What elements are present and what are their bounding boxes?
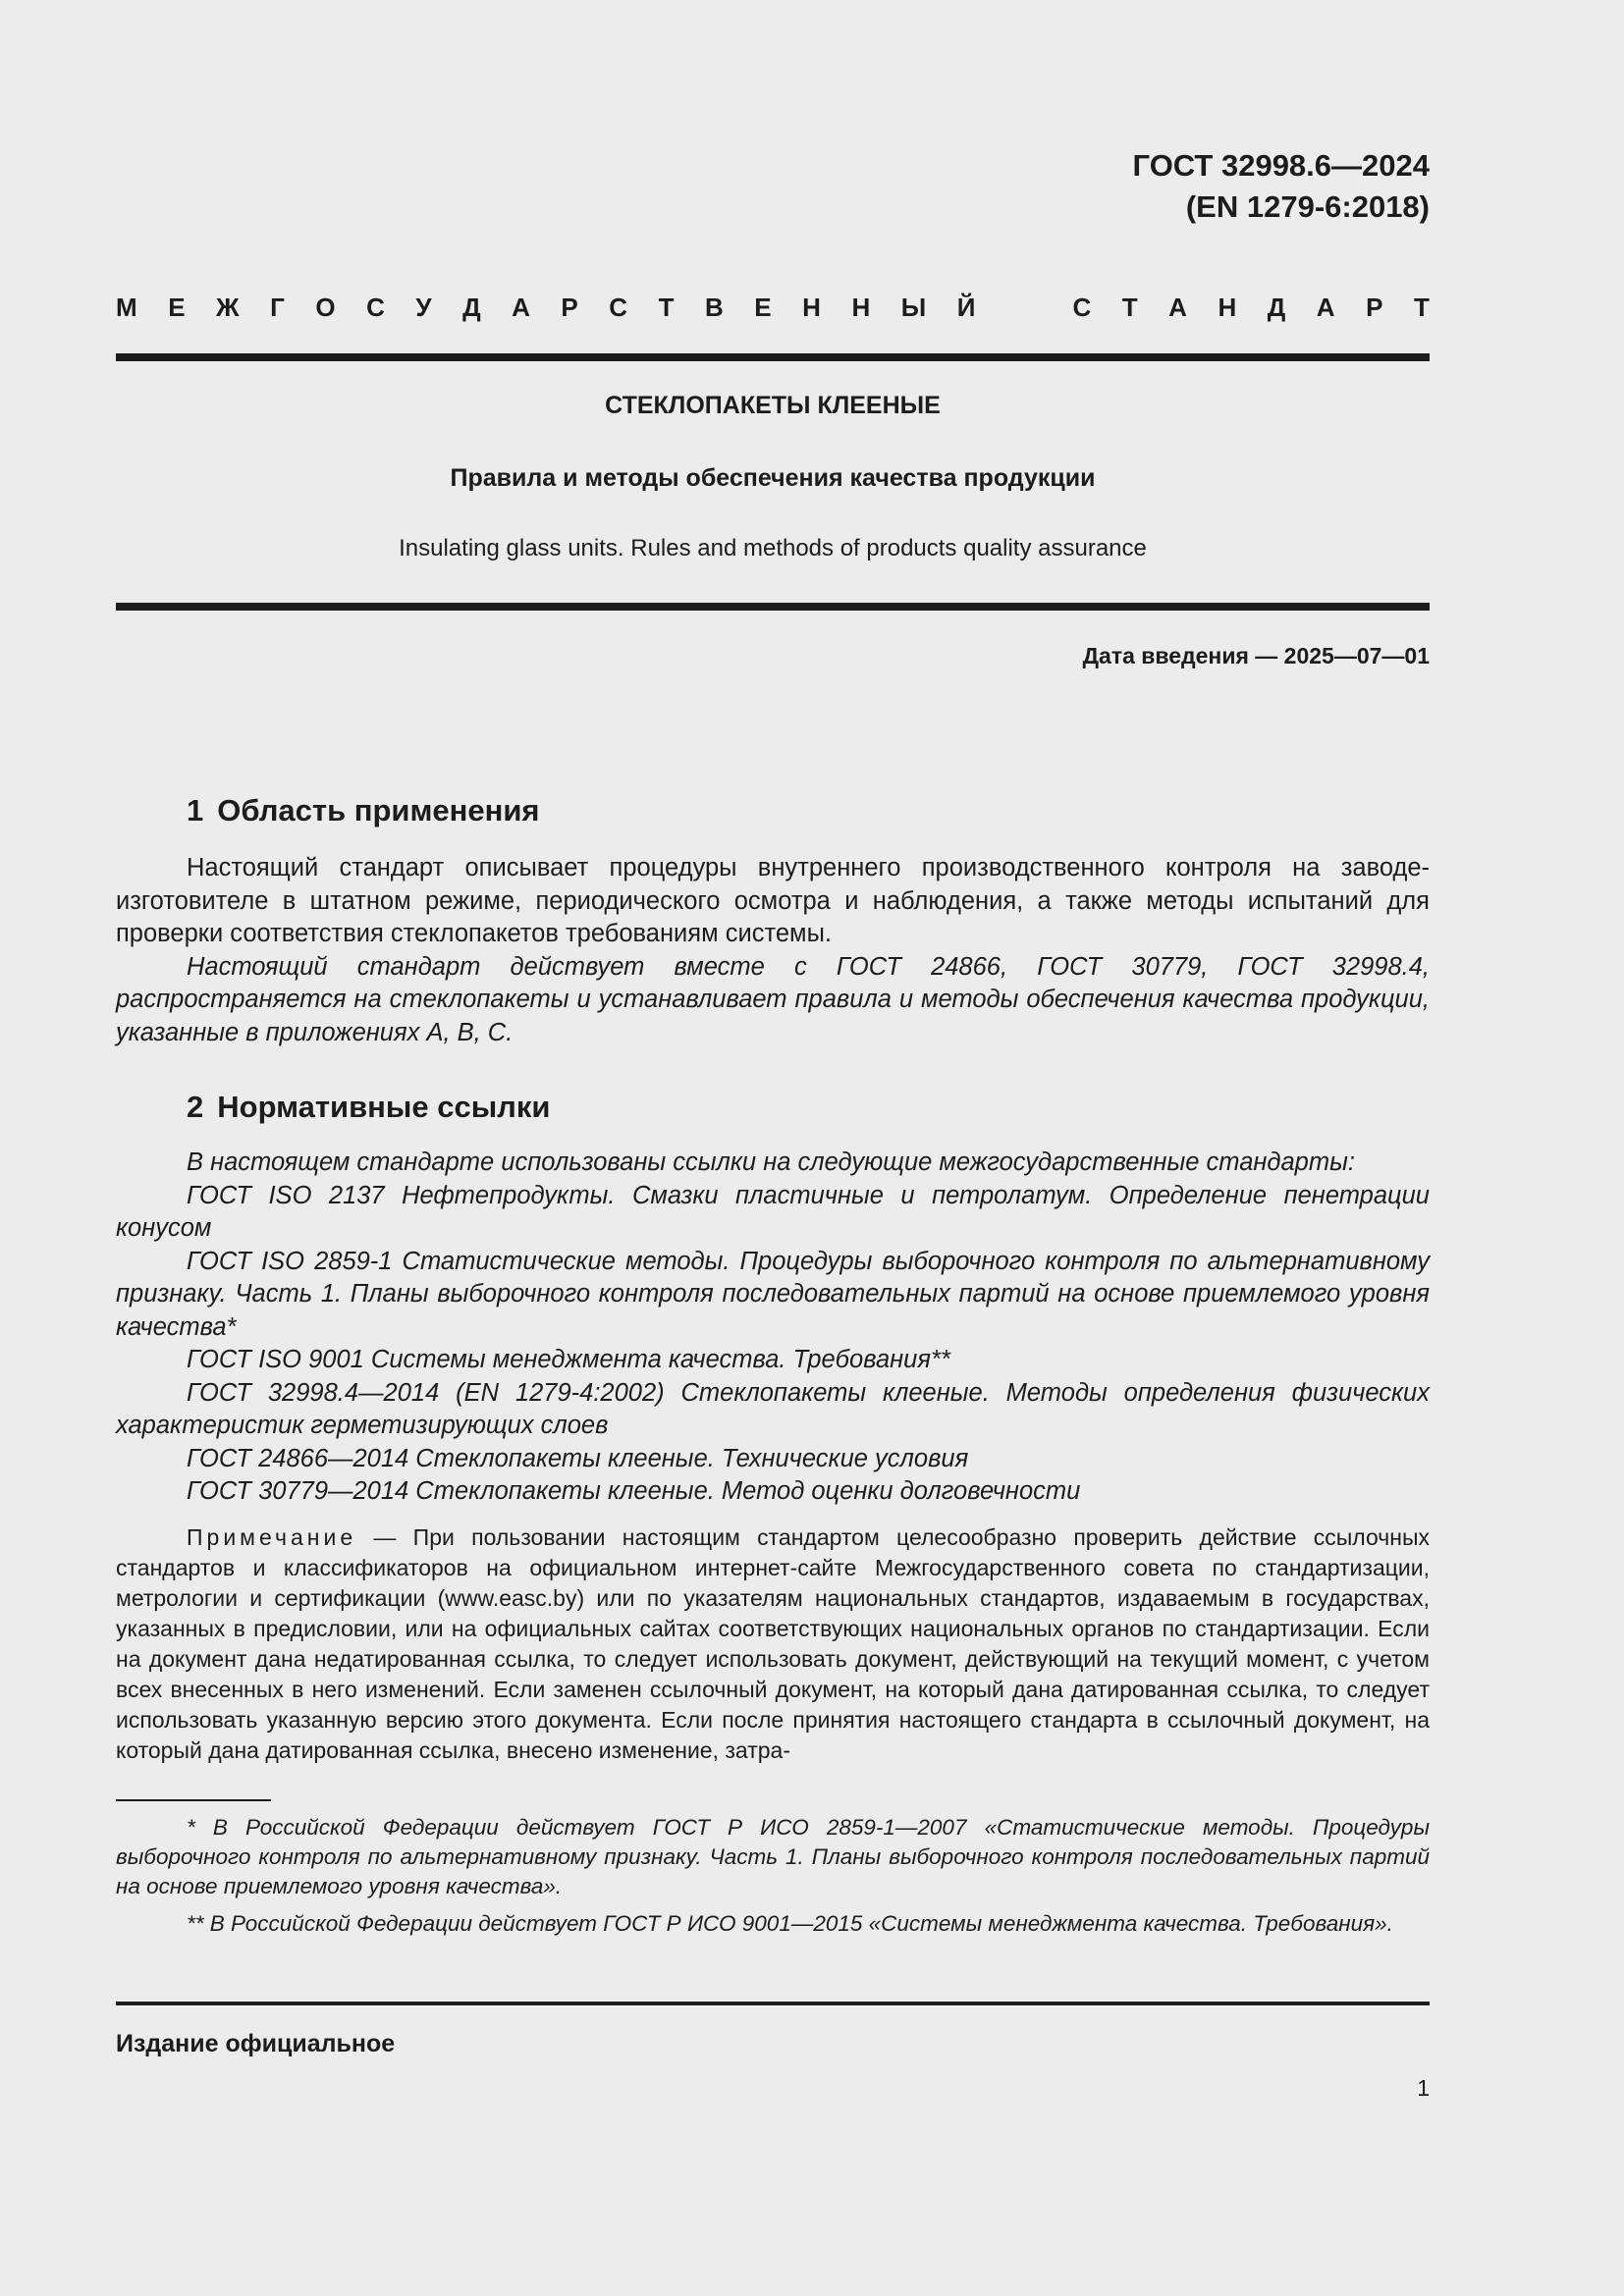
reference-item: ГОСТ 32998.4—2014 (EN 1279-4:2002) Стеклопакеты клееные. Методы определения физических характеристик герметизирующих слоев — [116, 1378, 1430, 1439]
paragraph: Настоящий стандарт описывает процедуры внутреннего производственного контроля на заводе-изготовителе в штатном режиме, периодического осмотра и наблюдения, а также методы испытаний для проверки соответствия стеклопакетов требованиям системы. — [116, 854, 1430, 947]
official-edition-label: Издание официальное — [116, 2030, 396, 2057]
footnote-divider — [116, 1799, 271, 1801]
paragraph: Настоящий стандарт действует вместе с ГОСТ 24866, ГОСТ 30779, ГОСТ 32998.4, распространяется на стеклопакеты и устанавливает правила и методы обеспечения качества продукции, указанные в приложениях А, В, С. — [116, 952, 1430, 1046]
banner-letter: Н — [1218, 293, 1237, 322]
banner-letter: У — [415, 293, 432, 322]
banner-letter: В — [704, 293, 724, 322]
banner-letter: Т — [658, 293, 675, 322]
banner-letter: Т — [1413, 293, 1430, 322]
note-label: Примечание — [187, 1523, 357, 1550]
section-heading — [116, 1088, 1430, 1127]
banner-letter: С — [1072, 293, 1092, 322]
footnotes — [116, 1813, 1430, 1939]
section-normative-references — [116, 1088, 1430, 1766]
section-number: 1 — [187, 793, 204, 828]
banner-letter: О — [315, 293, 336, 322]
note-text: — При пользовании настоящим стандартом целесообразно проверить действие ссылочных стандартов и классификаторов на официальном интернет-сайте Межгосударственного совета по стандартизации, метрологии и сертификации (www.easc.by) или по указателям национальных стандартов, издаваемым в государствах, указанных в предисловии, или на официальных сайтах соответствующих национальных органов по стандартизации. Если на документ дана недатированная ссылка, то следует использовать документ, действующий на текущий момент, с учетом всех внесенных в него изменений. Если заменен ссылочный документ, на который дана датированная ссылка, то следует использовать указанную версию этого документа. Если после принятия настоящего стандарта в ссылочный документ, на который дана датированная ссылка, внесено изменение, затра- — [116, 1523, 1430, 1763]
section-title: Область применения — [217, 793, 540, 828]
banner-letter: Д — [462, 293, 481, 322]
banner-letter: А — [512, 293, 530, 322]
designation-number: ГОСТ 32998.6—2024 — [1132, 148, 1430, 183]
banner-letter: Т — [1121, 293, 1138, 322]
banner-letter: Ж — [216, 293, 240, 322]
reference-item: ГОСТ 30779—2014 Стеклопакеты клееные. Метод оценки долговечности — [187, 1477, 1081, 1505]
note-paragraph — [116, 1522, 1430, 1766]
banner-letter: Е — [754, 293, 772, 322]
banner-letter: С — [366, 293, 385, 322]
banner-letter: А — [1168, 293, 1187, 322]
section-number: 2 — [187, 1090, 204, 1124]
banner-letter: Г — [270, 293, 285, 322]
references-intro: В настоящем стандарте использованы ссылки на следующие межгосударственные стандарты: — [187, 1148, 1355, 1176]
reference-item: ГОСТ ISO 2859-1 Статистические методы. Процедуры выборочного контроля по альтернативному признаку. Часть 1. Планы выборочного контроля последовательных партий на основе приемлемого уровня качества* — [116, 1247, 1430, 1341]
section-title: Нормативные ссылки — [217, 1090, 551, 1124]
standard-designation — [1133, 145, 1430, 228]
page-number: 1 — [1417, 2075, 1430, 2101]
footer-divider — [116, 2002, 1430, 2005]
reference-item: ГОСТ ISO 9001 Системы менеджмента качества. Требования** — [187, 1346, 950, 1373]
header-divider — [116, 353, 1430, 361]
banner-letter: А — [1316, 293, 1335, 322]
interstate-standard-banner — [116, 291, 1430, 324]
footnote: ** В Российской Федерации действует ГОСТ Р ИСО 9001—2015 «Системы менеджмента качества. Требования». — [187, 1911, 1393, 1936]
introduction-date: Дата введения — 2025—07—01 — [1082, 643, 1430, 668]
banner-letter: Н — [802, 293, 821, 322]
banner-letter: М — [116, 293, 137, 322]
reference-item: ГОСТ ISO 2137 Нефтепродукты. Смазки пластичные и петролатум. Определение пенетрации конусом — [116, 1181, 1430, 1242]
section-heading — [116, 791, 1430, 830]
banner-letter: Д — [1267, 293, 1286, 322]
title-divider — [116, 603, 1430, 611]
section-scope — [116, 791, 1430, 1049]
reference-item: ГОСТ 24866—2014 Стеклопакеты клееные. Технические условия — [187, 1444, 969, 1472]
document-english-title: Insulating glass units. Rules and methods of products quality assurance — [399, 535, 1147, 561]
footnote: * В Российской Федерации действует ГОСТ Р ИСО 2859-1—2007 «Статистические методы. Процедуры выборочного контроля по альтернативному признаку. Часть 1. Планы выборочного контроля последовательных партий на основе приемлемого уровня качества». — [116, 1815, 1430, 1898]
banner-word-gap — [1006, 291, 1042, 324]
banner-letter: Р — [1366, 293, 1383, 322]
document-subtitle: Правила и методы обеспечения качества продукции — [450, 464, 1096, 492]
banner-letter: Н — [851, 293, 871, 322]
designation-en-equivalent: (EN 1279-6:2018) — [1185, 189, 1430, 224]
banner-letter: Е — [168, 293, 186, 322]
banner-letter: С — [609, 293, 628, 322]
banner-letter: Ы — [900, 293, 927, 322]
document-title: СТЕКЛОПАКЕТЫ КЛЕЕНЫЕ — [605, 392, 941, 419]
banner-letter: Р — [561, 293, 578, 322]
banner-letter: Й — [956, 293, 976, 322]
